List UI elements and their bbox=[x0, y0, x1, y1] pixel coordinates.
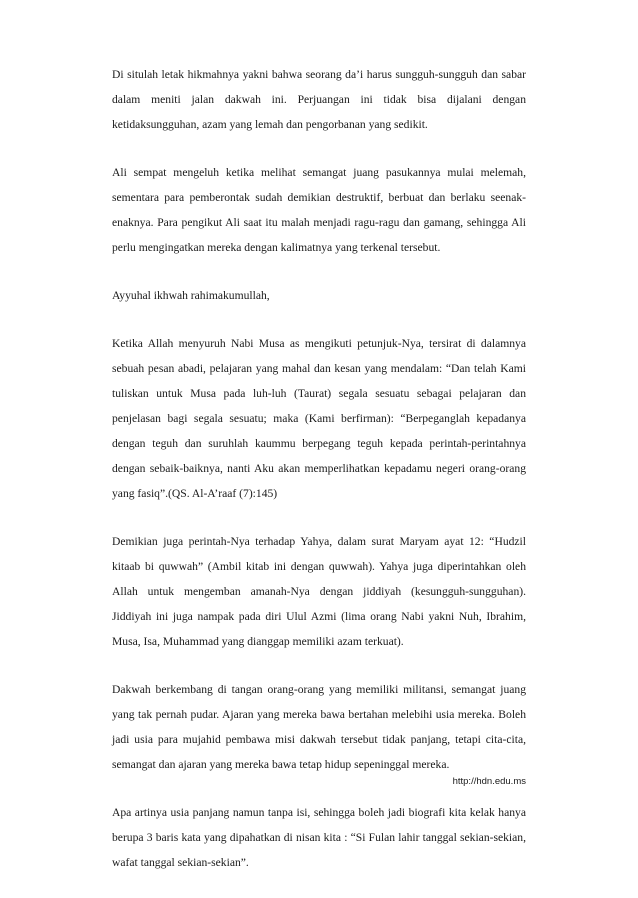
paragraph-1: Di situlah letak hikmahnya yakni bahwa seorang da’i harus sungguh-sungguh dan sabar dalam meniti jalan dakwah ini. Perjuangan ini tidak bisa dijalani dengan ketidaksungguhan, azam yang lemah dan pengorbanan yang sedikit. bbox=[112, 68, 526, 131]
paragraph-4: Ketika Allah menyuruh Nabi Musa as mengikuti petunjuk-Nya, tersirat di dalamnya sebuah pesan abadi, pelajaran yang mahal dan kesan yang mendalam: “Dan telah Kami tuliskan untuk Musa pada luh-luh (Taurat) segala sesuatu sebagai pelajaran dan penjelasan bagi segala sesuatu; maka (Kami berfirman): “Berpeganglah kepadanya dengan teguh dan suruhlah kaummu berpegang teguh kepada perintah-perintahnya dengan sebaik-baiknya, nanti Aku akan memperlihatkan kepadamu negeri orang-orang yang fasiq”.(QS. Al-A’raaf (7):145) bbox=[112, 337, 526, 500]
paragraph-5: Demikian juga perintah-Nya terhadap Yahya, dalam surat Maryam ayat 12: “Hudzil kitaab bi quwwah” (Ambil kitab ini dengan quwwah). Yahya juga diperintahkan oleh Allah untuk mengemban amanah-Nya dengan jiddiyah (kesungguh-sungguhan). Jiddiyah ini juga nampak pada diri Ulul Azmi (lima orang Nabi yakni Nuh, Ibrahim, Musa, Isa, Muhammad yang dianggap memiliki azam terkuat). bbox=[112, 535, 526, 648]
paragraph-3: Ayyuhal ikhwah rahimakumullah, bbox=[112, 289, 270, 302]
paragraph-7: Apa artinya usia panjang namun tanpa isi, sehingga boleh jadi biografi kita kelak hanya berupa 3 baris kata yang dipahatkan di nisan kita : “Si Fulan lahir tanggal sekian-sekian, wafat tanggal sekian-sekian”. bbox=[112, 806, 526, 869]
paragraph-2: Ali sempat mengeluh ketika melihat semangat juang pasukannya mulai melemah, sementara para pemberontak sudah demikian destruktif, berbuat dan berlaku seenak-enaknya. Para pengikut Ali saat itu malah menjadi ragu-ragu dan gamang, sehingga Ali perlu mengingatkan mereka dengan kalimatnya yang terkenal tersebut. bbox=[112, 166, 526, 254]
document-page bbox=[112, 62, 526, 898]
paragraph-6: Dakwah berkembang di tangan orang-orang yang memiliki militansi, semangat juang yang tak pernah pudar. Ajaran yang mereka bawa bertahan melebihi usia mereka. Boleh jadi usia para mujahid pembawa misi dakwah tersebut tidak panjang, tetapi cita-cita, semangat dan ajaran yang mereka bawa tetap hidup sepeninggal mereka. bbox=[112, 683, 526, 771]
footer-url: http://hdn.edu.ms bbox=[452, 776, 526, 787]
